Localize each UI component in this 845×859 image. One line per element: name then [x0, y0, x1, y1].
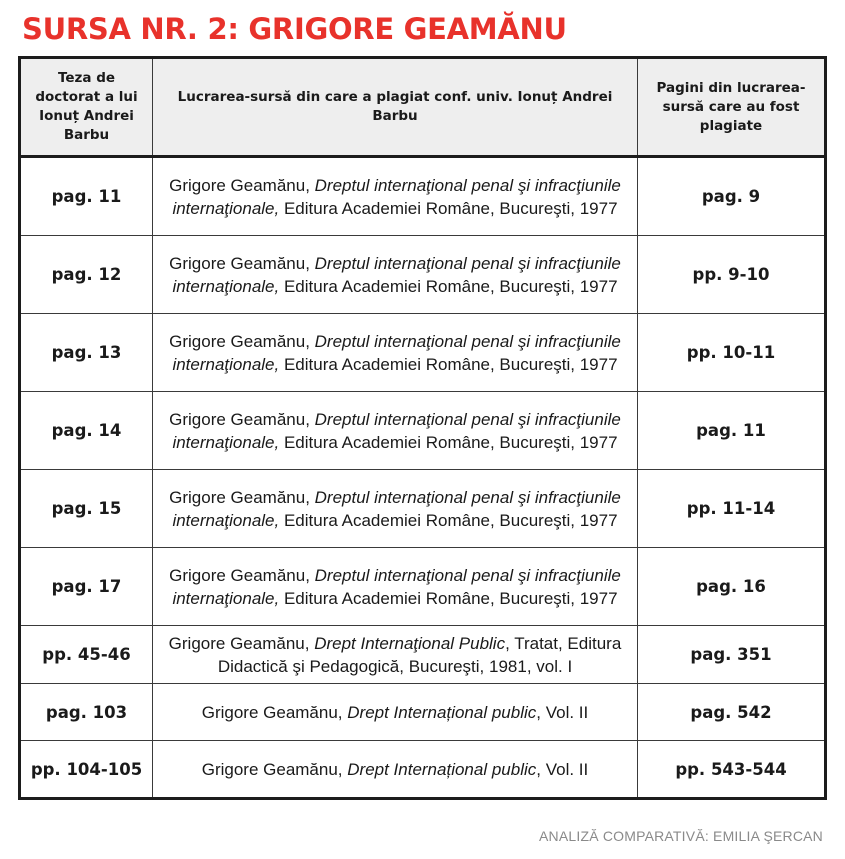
publication-details: , Vol. II [536, 702, 589, 722]
page-title: SURSA NR. 2: GRIGORE GEAMĂNU [22, 12, 567, 46]
publication-details: Editura Academiei Române, Bucureşti, 1977 [279, 510, 618, 530]
publication-details: Editura Academiei Române, Bucureşti, 1977 [279, 198, 618, 218]
table-row [20, 392, 826, 470]
source-pages-cell: pag. 16 [638, 548, 826, 626]
source-pages-cell: pag. 11 [638, 392, 826, 470]
source-pages-cell: pag. 9 [638, 157, 826, 236]
work-title: Dreptul internaţional penal şi infracţiunile internaţionale, [172, 331, 621, 374]
credit-line: ANALIZĂ COMPARATIVĂ: EMILIA ŞERCAN [538, 828, 823, 844]
source-work-cell [153, 314, 638, 392]
work-title: Drept Internaţional Public [314, 633, 506, 653]
thesis-page-cell: pp. 45-46 [20, 626, 153, 684]
source-work-cell [153, 157, 638, 236]
author-text: Grigore Geamănu, [169, 253, 315, 273]
source-work-cell [153, 741, 638, 799]
publication-details: Editura Academiei Române, Bucureşti, 1977 [279, 354, 618, 374]
work-title: Dreptul internaţional penal şi infracţiunile internaţionale, [172, 175, 621, 218]
author-text: Grigore Geamănu, [169, 409, 315, 429]
source-work-cell [153, 548, 638, 626]
source-work-cell [153, 236, 638, 314]
header-thesis-page: Teza de doctorat a lui Ionuț Andrei Barbu [20, 58, 153, 157]
source-work-cell [153, 392, 638, 470]
source-pages-cell: pp. 10-11 [638, 314, 826, 392]
author-text: Grigore Geamănu, [169, 331, 315, 351]
table-row [20, 626, 826, 684]
table-row [20, 741, 826, 799]
thesis-page-cell: pag. 103 [20, 684, 153, 741]
source-pages-cell: pp. 9-10 [638, 236, 826, 314]
author-text: Grigore Geamănu, [169, 487, 315, 507]
author-text: Grigore Geamănu, [201, 702, 348, 722]
thesis-page-cell: pag. 15 [20, 470, 153, 548]
table-header-row [20, 58, 826, 157]
thesis-page-cell: pag. 12 [20, 236, 153, 314]
header-source-work: Lucrarea-sursă din care a plagiat conf. univ. Ionuț Andrei Barbu [153, 58, 638, 157]
thesis-page-cell: pag. 14 [20, 392, 153, 470]
table-row [20, 470, 826, 548]
source-work-cell [153, 684, 638, 741]
publication-details: Editura Academiei Române, Bucureşti, 1977 [279, 276, 618, 296]
thesis-page-cell: pag. 11 [20, 157, 153, 236]
work-title: Dreptul internaţional penal şi infracţiunile internaţionale, [172, 487, 621, 530]
author-text: Grigore Geamănu, [169, 175, 315, 195]
table-row [20, 236, 826, 314]
table-row [20, 684, 826, 741]
thesis-page-cell: pag. 13 [20, 314, 153, 392]
thesis-page-cell: pag. 17 [20, 548, 153, 626]
source-pages-cell: pag. 542 [638, 684, 826, 741]
work-title: Dreptul internaţional penal şi infracţiunile internaţionale, [172, 409, 621, 452]
source-pages-cell: pp. 11-14 [638, 470, 826, 548]
source-pages-cell: pag. 351 [638, 626, 826, 684]
publication-details: , Vol. II [536, 759, 589, 779]
source-work-cell [153, 626, 638, 684]
author-text: Grigore Geamănu, [201, 759, 348, 779]
author-text: Grigore Geamănu, [169, 565, 315, 585]
source-work-cell [153, 470, 638, 548]
plagiarism-table [18, 56, 827, 800]
table-row [20, 157, 826, 236]
publication-details: Editura Academiei Române, Bucureşti, 1977 [279, 432, 618, 452]
header-source-pages: Pagini din lucrarea-sursă care au fost plagiate [638, 58, 826, 157]
source-pages-cell: pp. 543-544 [638, 741, 826, 799]
table-row [20, 314, 826, 392]
work-title: Drept Internațional public [347, 702, 537, 722]
table-row [20, 548, 826, 626]
publication-details: , Tratat, Editura Didactică şi Pedagogică, Bucureşti, 1981, vol. I [217, 633, 622, 676]
work-title: Drept Internațional public [347, 759, 537, 779]
work-title: Dreptul internaţional penal şi infracţiunile internaţionale, [172, 565, 621, 608]
publication-details: Editura Academiei Române, Bucureşti, 1977 [279, 588, 618, 608]
work-title: Dreptul internaţional penal şi infracţiunile internaţionale, [172, 253, 621, 296]
author-text: Grigore Geamănu, [168, 633, 315, 653]
thesis-page-cell: pp. 104-105 [20, 741, 153, 799]
